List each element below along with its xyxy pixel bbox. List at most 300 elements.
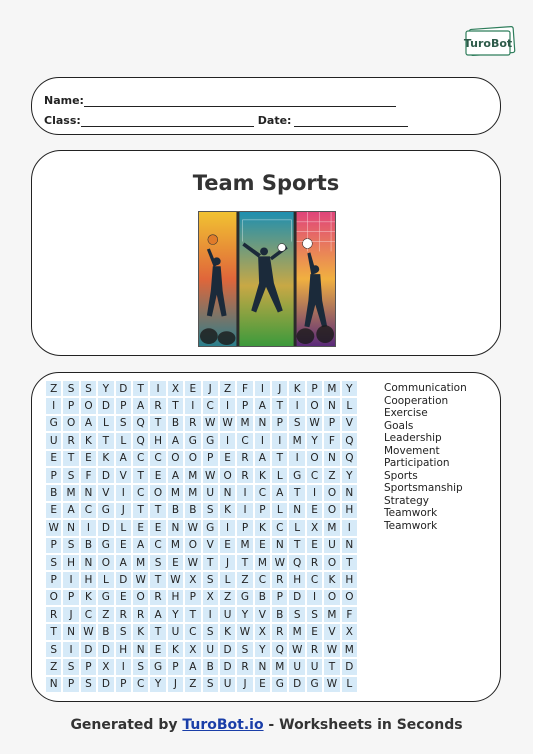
grid-cell[interactable]: R	[62, 432, 79, 449]
grid-cell[interactable]: J	[219, 554, 236, 571]
grid-cell[interactable]: N	[62, 623, 79, 640]
grid-cell[interactable]: I	[254, 432, 271, 449]
grid-cell[interactable]: U	[219, 606, 236, 623]
grid-cell[interactable]: K	[132, 623, 149, 640]
grid-cell[interactable]: C	[149, 450, 166, 467]
grid-cell[interactable]: O	[219, 467, 236, 484]
grid-cell[interactable]: O	[132, 589, 149, 606]
grid-cell[interactable]: T	[323, 658, 340, 675]
grid-cell[interactable]: X	[184, 641, 201, 658]
grid-cell[interactable]: L	[219, 571, 236, 588]
grid-cell[interactable]: R	[271, 571, 288, 588]
grid-cell[interactable]: W	[80, 623, 97, 640]
grid-cell[interactable]: Q	[132, 432, 149, 449]
grid-cell[interactable]: S	[202, 676, 219, 693]
grid-cell[interactable]: S	[80, 380, 97, 397]
grid-cell[interactable]: O	[80, 397, 97, 414]
grid-cell[interactable]: L	[341, 397, 358, 414]
grid-cell[interactable]: F	[236, 380, 253, 397]
grid-cell[interactable]: T	[341, 554, 358, 571]
grid-cell[interactable]: B	[45, 484, 62, 501]
grid-cell[interactable]: A	[254, 397, 271, 414]
grid-cell[interactable]: X	[202, 589, 219, 606]
grid-cell[interactable]: S	[62, 658, 79, 675]
grid-cell[interactable]: V	[115, 467, 132, 484]
grid-cell[interactable]: C	[80, 502, 97, 519]
grid-cell[interactable]: M	[288, 432, 305, 449]
grid-cell[interactable]: S	[288, 606, 305, 623]
grid-cell[interactable]: S	[62, 380, 79, 397]
grid-cell[interactable]: U	[202, 641, 219, 658]
grid-cell[interactable]: W	[236, 623, 253, 640]
grid-cell[interactable]: U	[323, 537, 340, 554]
grid-cell[interactable]: C	[132, 676, 149, 693]
grid-cell[interactable]: R	[149, 589, 166, 606]
grid-cell[interactable]: W	[323, 676, 340, 693]
grid-cell[interactable]: H	[80, 571, 97, 588]
grid-cell[interactable]: P	[323, 415, 340, 432]
grid-cell[interactable]: S	[45, 641, 62, 658]
grid-cell[interactable]: B	[167, 502, 184, 519]
grid-cell[interactable]: H	[149, 432, 166, 449]
grid-cell[interactable]: E	[254, 537, 271, 554]
grid-cell[interactable]: D	[97, 676, 114, 693]
grid-cell[interactable]: C	[254, 484, 271, 501]
grid-cell[interactable]: W	[167, 571, 184, 588]
grid-cell[interactable]: E	[45, 502, 62, 519]
grid-cell[interactable]: A	[132, 537, 149, 554]
grid-cell[interactable]: T	[62, 450, 79, 467]
grid-cell[interactable]: S	[62, 537, 79, 554]
grid-cell[interactable]: I	[62, 571, 79, 588]
grid-cell[interactable]: O	[306, 450, 323, 467]
grid-cell[interactable]: W	[184, 519, 201, 536]
grid-cell[interactable]: M	[167, 484, 184, 501]
grid-cell[interactable]: S	[45, 554, 62, 571]
grid-cell[interactable]: P	[45, 537, 62, 554]
grid-cell[interactable]: B	[184, 502, 201, 519]
grid-cell[interactable]: G	[45, 415, 62, 432]
grid-cell[interactable]: G	[97, 589, 114, 606]
grid-cell[interactable]: L	[97, 415, 114, 432]
grid-cell[interactable]: Z	[45, 380, 62, 397]
grid-cell[interactable]: O	[97, 554, 114, 571]
grid-cell[interactable]: I	[288, 397, 305, 414]
grid-cell[interactable]: E	[184, 380, 201, 397]
grid-cell[interactable]: Q	[288, 554, 305, 571]
grid-cell[interactable]: B	[202, 658, 219, 675]
grid-cell[interactable]: M	[236, 537, 253, 554]
grid-cell[interactable]: M	[323, 519, 340, 536]
grid-cell[interactable]: U	[45, 432, 62, 449]
grid-cell[interactable]: P	[45, 571, 62, 588]
grid-cell[interactable]: C	[80, 606, 97, 623]
grid-cell[interactable]: I	[219, 432, 236, 449]
grid-cell[interactable]: N	[167, 519, 184, 536]
grid-cell[interactable]: N	[341, 537, 358, 554]
grid-cell[interactable]: M	[184, 467, 201, 484]
grid-cell[interactable]: T	[288, 484, 305, 501]
grid-cell[interactable]: I	[45, 397, 62, 414]
grid-cell[interactable]: E	[306, 502, 323, 519]
grid-cell[interactable]: A	[115, 450, 132, 467]
grid-cell[interactable]: E	[306, 537, 323, 554]
grid-cell[interactable]: A	[167, 467, 184, 484]
grid-cell[interactable]: C	[132, 450, 149, 467]
grid-cell[interactable]: R	[236, 467, 253, 484]
grid-cell[interactable]: L	[271, 467, 288, 484]
grid-cell[interactable]: S	[132, 658, 149, 675]
grid-cell[interactable]: M	[288, 623, 305, 640]
grid-cell[interactable]: C	[236, 432, 253, 449]
grid-cell[interactable]: E	[149, 519, 166, 536]
grid-cell[interactable]: W	[219, 415, 236, 432]
grid-cell[interactable]: P	[184, 589, 201, 606]
grid-cell[interactable]: I	[254, 380, 271, 397]
grid-cell[interactable]: W	[132, 571, 149, 588]
grid-cell[interactable]: C	[149, 537, 166, 554]
grid-cell[interactable]: G	[306, 676, 323, 693]
grid-cell[interactable]: P	[80, 658, 97, 675]
grid-cell[interactable]: I	[80, 519, 97, 536]
grid-cell[interactable]: T	[167, 397, 184, 414]
grid-cell[interactable]: M	[254, 554, 271, 571]
grid-cell[interactable]: R	[132, 606, 149, 623]
grid-cell[interactable]: A	[62, 502, 79, 519]
grid-cell[interactable]: A	[132, 397, 149, 414]
grid-cell[interactable]: Z	[45, 658, 62, 675]
grid-cell[interactable]: E	[80, 450, 97, 467]
grid-cell[interactable]: R	[306, 554, 323, 571]
grid-cell[interactable]: V	[323, 623, 340, 640]
grid-cell[interactable]: L	[288, 519, 305, 536]
grid-cell[interactable]: E	[167, 554, 184, 571]
grid-cell[interactable]: C	[254, 571, 271, 588]
grid-cell[interactable]: G	[271, 676, 288, 693]
grid-cell[interactable]: E	[306, 623, 323, 640]
grid-cell[interactable]: D	[80, 641, 97, 658]
grid-cell[interactable]: T	[132, 467, 149, 484]
grid-cell[interactable]: I	[271, 432, 288, 449]
grid-cell[interactable]: O	[167, 450, 184, 467]
grid-cell[interactable]: T	[271, 450, 288, 467]
grid-cell[interactable]: T	[202, 554, 219, 571]
grid-cell[interactable]: Y	[341, 467, 358, 484]
grid-cell[interactable]: T	[149, 502, 166, 519]
grid-cell[interactable]: I	[115, 658, 132, 675]
grid-cell[interactable]: I	[341, 519, 358, 536]
grid-cell[interactable]: T	[132, 380, 149, 397]
grid-cell[interactable]: A	[80, 415, 97, 432]
grid-cell[interactable]: T	[132, 502, 149, 519]
grid-cell[interactable]: D	[341, 658, 358, 675]
grid-cell[interactable]: R	[45, 606, 62, 623]
date-field[interactable]	[294, 115, 408, 127]
grid-cell[interactable]: O	[323, 502, 340, 519]
grid-cell[interactable]: M	[323, 606, 340, 623]
grid-cell[interactable]: Z	[323, 467, 340, 484]
grid-cell[interactable]: M	[132, 554, 149, 571]
grid-cell[interactable]: O	[45, 589, 62, 606]
grid-cell[interactable]: P	[271, 415, 288, 432]
grid-cell[interactable]: P	[115, 397, 132, 414]
grid-cell[interactable]: O	[323, 589, 340, 606]
grid-cell[interactable]: P	[271, 589, 288, 606]
grid-cell[interactable]: I	[288, 450, 305, 467]
grid-cell[interactable]: I	[306, 484, 323, 501]
turobot-link[interactable]: TuroBot.io	[182, 717, 264, 733]
grid-cell[interactable]: G	[149, 658, 166, 675]
grid-cell[interactable]: M	[323, 380, 340, 397]
grid-cell[interactable]: S	[62, 467, 79, 484]
grid-cell[interactable]: A	[115, 554, 132, 571]
grid-cell[interactable]: N	[62, 519, 79, 536]
grid-cell[interactable]: J	[236, 676, 253, 693]
grid-cell[interactable]: I	[236, 502, 253, 519]
grid-cell[interactable]: Q	[341, 450, 358, 467]
grid-cell[interactable]: X	[254, 623, 271, 640]
grid-cell[interactable]: E	[149, 467, 166, 484]
grid-cell[interactable]: H	[115, 641, 132, 658]
grid-cell[interactable]: W	[45, 519, 62, 536]
grid-cell[interactable]: P	[115, 676, 132, 693]
grid-cell[interactable]: D	[219, 641, 236, 658]
grid-cell[interactable]: Z	[97, 606, 114, 623]
grid-cell[interactable]: F	[323, 432, 340, 449]
grid-cell[interactable]: O	[184, 450, 201, 467]
grid-cell[interactable]: N	[45, 676, 62, 693]
grid-cell[interactable]: X	[184, 571, 201, 588]
grid-cell[interactable]: Y	[149, 676, 166, 693]
grid-cell[interactable]: D	[288, 676, 305, 693]
grid-cell[interactable]: S	[80, 676, 97, 693]
grid-cell[interactable]: K	[219, 502, 236, 519]
grid-cell[interactable]: I	[149, 380, 166, 397]
grid-cell[interactable]: M	[167, 537, 184, 554]
grid-cell[interactable]: C	[306, 467, 323, 484]
grid-cell[interactable]: Z	[184, 676, 201, 693]
grid-cell[interactable]: L	[271, 502, 288, 519]
grid-cell[interactable]: E	[115, 537, 132, 554]
grid-cell[interactable]: J	[202, 380, 219, 397]
grid-cell[interactable]: T	[288, 537, 305, 554]
grid-cell[interactable]: D	[288, 589, 305, 606]
grid-cell[interactable]: L	[97, 571, 114, 588]
grid-cell[interactable]: Z	[219, 380, 236, 397]
grid-cell[interactable]: I	[306, 589, 323, 606]
grid-cell[interactable]: H	[288, 571, 305, 588]
grid-cell[interactable]: C	[306, 571, 323, 588]
grid-cell[interactable]: N	[323, 397, 340, 414]
grid-cell[interactable]: S	[115, 623, 132, 640]
grid-cell[interactable]: V	[202, 537, 219, 554]
grid-cell[interactable]: W	[288, 641, 305, 658]
grid-cell[interactable]: K	[288, 380, 305, 397]
grid-cell[interactable]: H	[62, 554, 79, 571]
grid-cell[interactable]: K	[167, 641, 184, 658]
grid-cell[interactable]: A	[254, 450, 271, 467]
grid-cell[interactable]: F	[341, 606, 358, 623]
grid-cell[interactable]: O	[62, 415, 79, 432]
grid-cell[interactable]: E	[254, 676, 271, 693]
grid-cell[interactable]: S	[149, 554, 166, 571]
grid-cell[interactable]: I	[219, 519, 236, 536]
grid-cell[interactable]: Z	[219, 589, 236, 606]
grid-cell[interactable]: S	[288, 415, 305, 432]
grid-cell[interactable]: S	[236, 641, 253, 658]
grid-cell[interactable]: P	[254, 502, 271, 519]
grid-cell[interactable]: Y	[254, 641, 271, 658]
grid-cell[interactable]: J	[115, 502, 132, 519]
grid-cell[interactable]: P	[236, 519, 253, 536]
grid-cell[interactable]: L	[115, 519, 132, 536]
grid-cell[interactable]: N	[132, 641, 149, 658]
grid-cell[interactable]: I	[236, 484, 253, 501]
grid-cell[interactable]: B	[97, 623, 114, 640]
grid-cell[interactable]: P	[306, 380, 323, 397]
grid-cell[interactable]: Y	[341, 380, 358, 397]
grid-cell[interactable]: T	[236, 554, 253, 571]
grid-cell[interactable]: B	[167, 415, 184, 432]
grid-cell[interactable]: X	[306, 519, 323, 536]
grid-cell[interactable]: U	[167, 623, 184, 640]
grid-cell[interactable]: B	[80, 537, 97, 554]
grid-cell[interactable]: J	[167, 676, 184, 693]
class-field[interactable]	[81, 115, 254, 127]
grid-cell[interactable]: X	[167, 380, 184, 397]
grid-cell[interactable]: G	[288, 467, 305, 484]
grid-cell[interactable]: M	[184, 484, 201, 501]
grid-cell[interactable]: N	[219, 484, 236, 501]
grid-cell[interactable]: Y	[167, 606, 184, 623]
grid-cell[interactable]: T	[149, 623, 166, 640]
grid-cell[interactable]: W	[306, 415, 323, 432]
grid-cell[interactable]: C	[202, 397, 219, 414]
grid-cell[interactable]: S	[202, 623, 219, 640]
grid-cell[interactable]: E	[132, 519, 149, 536]
grid-cell[interactable]: Q	[341, 432, 358, 449]
grid-cell[interactable]: W	[202, 467, 219, 484]
grid-cell[interactable]: I	[115, 484, 132, 501]
grid-cell[interactable]: T	[149, 415, 166, 432]
grid-cell[interactable]: J	[271, 380, 288, 397]
grid-cell[interactable]: V	[254, 606, 271, 623]
grid-cell[interactable]: Z	[236, 571, 253, 588]
grid-cell[interactable]: L	[341, 676, 358, 693]
grid-cell[interactable]: R	[149, 397, 166, 414]
name-field[interactable]	[84, 95, 396, 107]
grid-cell[interactable]: G	[97, 537, 114, 554]
grid-cell[interactable]: K	[97, 450, 114, 467]
grid-cell[interactable]: W	[323, 641, 340, 658]
grid-cell[interactable]: O	[341, 589, 358, 606]
grid-cell[interactable]: P	[202, 450, 219, 467]
grid-cell[interactable]: T	[97, 432, 114, 449]
grid-cell[interactable]: O	[306, 397, 323, 414]
grid-cell[interactable]: I	[202, 606, 219, 623]
grid-cell[interactable]: D	[97, 641, 114, 658]
grid-cell[interactable]: A	[167, 432, 184, 449]
grid-cell[interactable]: K	[80, 589, 97, 606]
grid-cell[interactable]: L	[115, 432, 132, 449]
grid-cell[interactable]: E	[149, 641, 166, 658]
grid-cell[interactable]: G	[202, 432, 219, 449]
grid-cell[interactable]: D	[115, 380, 132, 397]
grid-cell[interactable]: R	[306, 641, 323, 658]
grid-cell[interactable]: A	[184, 658, 201, 675]
grid-cell[interactable]: N	[341, 484, 358, 501]
grid-cell[interactable]: H	[341, 571, 358, 588]
grid-cell[interactable]: T	[45, 623, 62, 640]
grid-cell[interactable]: R	[236, 658, 253, 675]
grid-cell[interactable]: K	[80, 432, 97, 449]
grid-cell[interactable]: N	[254, 658, 271, 675]
grid-cell[interactable]: D	[97, 519, 114, 536]
grid-cell[interactable]: C	[132, 484, 149, 501]
grid-cell[interactable]: G	[202, 519, 219, 536]
grid-cell[interactable]: B	[254, 589, 271, 606]
grid-cell[interactable]: K	[219, 623, 236, 640]
grid-cell[interactable]: I	[184, 397, 201, 414]
grid-cell[interactable]: N	[80, 484, 97, 501]
grid-cell[interactable]: O	[323, 484, 340, 501]
grid-cell[interactable]: T	[271, 397, 288, 414]
grid-cell[interactable]: W	[271, 554, 288, 571]
grid-cell[interactable]: N	[288, 502, 305, 519]
grid-cell[interactable]: A	[149, 606, 166, 623]
grid-cell[interactable]: A	[271, 484, 288, 501]
grid-cell[interactable]: M	[236, 415, 253, 432]
grid-cell[interactable]: W	[184, 554, 201, 571]
grid-cell[interactable]: D	[97, 467, 114, 484]
grid-cell[interactable]: V	[97, 484, 114, 501]
grid-cell[interactable]: X	[341, 623, 358, 640]
grid-cell[interactable]: S	[115, 415, 132, 432]
grid-cell[interactable]: C	[271, 519, 288, 536]
grid-cell[interactable]: S	[202, 571, 219, 588]
grid-cell[interactable]: T	[184, 606, 201, 623]
grid-cell[interactable]: K	[323, 571, 340, 588]
grid-cell[interactable]: F	[80, 467, 97, 484]
grid-cell[interactable]: S	[306, 606, 323, 623]
grid-cell[interactable]: R	[184, 415, 201, 432]
grid-cell[interactable]: I	[62, 641, 79, 658]
grid-cell[interactable]: T	[149, 571, 166, 588]
grid-cell[interactable]: P	[62, 676, 79, 693]
grid-cell[interactable]: P	[45, 467, 62, 484]
grid-cell[interactable]: P	[62, 397, 79, 414]
grid-cell[interactable]: Q	[132, 415, 149, 432]
grid-cell[interactable]: V	[341, 415, 358, 432]
grid-cell[interactable]: E	[115, 589, 132, 606]
grid-cell[interactable]: Q	[271, 641, 288, 658]
grid-cell[interactable]: B	[271, 606, 288, 623]
grid-cell[interactable]: O	[323, 554, 340, 571]
grid-cell[interactable]: R	[115, 606, 132, 623]
grid-cell[interactable]: M	[341, 641, 358, 658]
grid-cell[interactable]: S	[202, 502, 219, 519]
grid-cell[interactable]: R	[271, 623, 288, 640]
grid-cell[interactable]: G	[236, 589, 253, 606]
grid-cell[interactable]: H	[167, 589, 184, 606]
grid-cell[interactable]: D	[219, 658, 236, 675]
grid-cell[interactable]: I	[219, 397, 236, 414]
grid-cell[interactable]: N	[254, 415, 271, 432]
grid-cell[interactable]: O	[184, 537, 201, 554]
grid-cell[interactable]: M	[62, 484, 79, 501]
grid-cell[interactable]: U	[219, 676, 236, 693]
grid-cell[interactable]: Y	[306, 432, 323, 449]
